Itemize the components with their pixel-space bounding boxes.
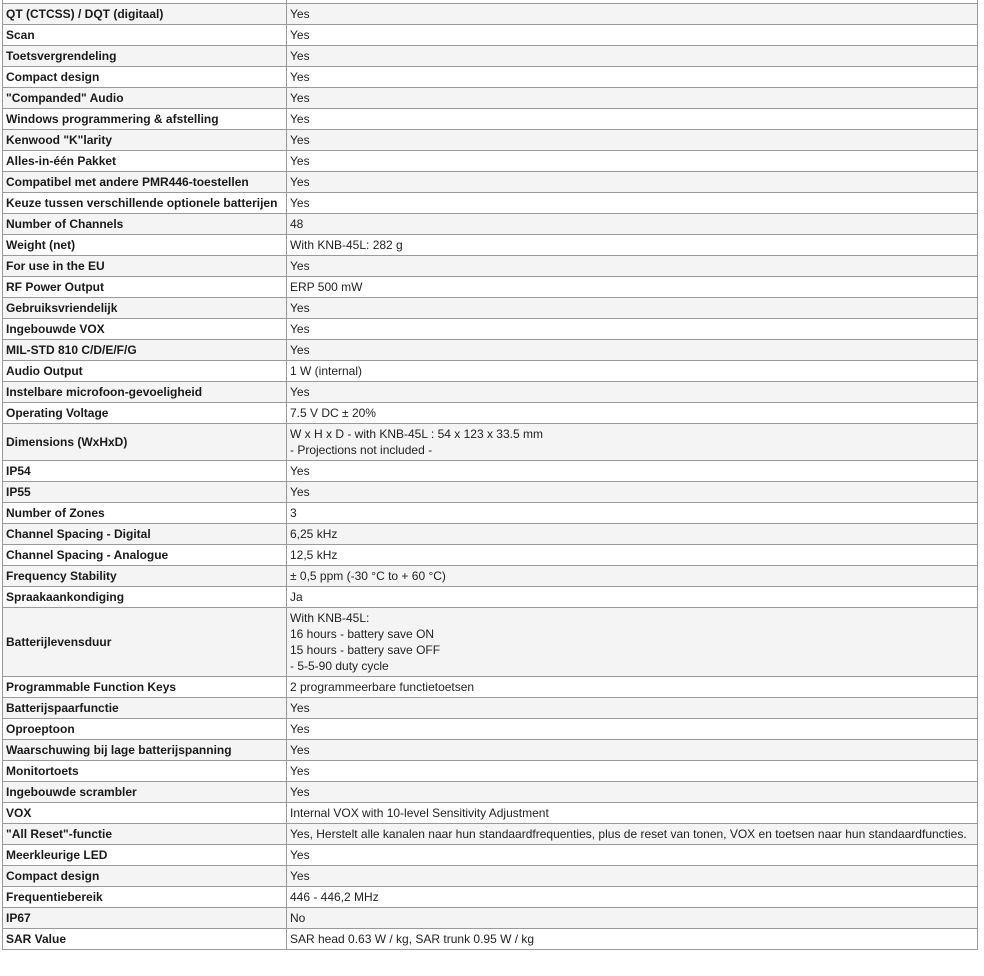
spec-value: Yes bbox=[287, 67, 978, 88]
spec-table-body bbox=[3, 4, 978, 950]
spec-value: Yes bbox=[287, 193, 978, 214]
table-row bbox=[3, 761, 978, 782]
spec-label: Toetsvergrendeling bbox=[3, 46, 287, 67]
table-row bbox=[3, 172, 978, 193]
spec-value: Yes bbox=[287, 256, 978, 277]
spec-value: Yes bbox=[287, 46, 978, 67]
spec-label: Ingebouwde scrambler bbox=[3, 782, 287, 803]
table-row bbox=[3, 382, 978, 403]
spec-label: Batterijspaarfunctie bbox=[3, 698, 287, 719]
table-row bbox=[3, 866, 978, 887]
spec-value: 2 programmeerbare functietoetsen bbox=[287, 677, 978, 698]
spec-label: Keuze tussen verschillende optionele batterijen bbox=[3, 193, 287, 214]
spec-value: Yes, Herstelt alle kanalen naar hun standaardfrequenties, plus de reset van tonen, VOX en toetsen naar hun standaardfuncties. bbox=[287, 824, 978, 845]
table-row bbox=[3, 319, 978, 340]
spec-label: VOX bbox=[3, 803, 287, 824]
table-row bbox=[3, 298, 978, 319]
spec-label: RF Power Output bbox=[3, 277, 287, 298]
spec-value: 12,5 kHz bbox=[287, 545, 978, 566]
table-row bbox=[3, 908, 978, 929]
spec-value: Yes bbox=[287, 866, 978, 887]
table-row bbox=[3, 109, 978, 130]
table-row bbox=[3, 608, 978, 677]
table-row bbox=[3, 256, 978, 277]
spec-label: Scan bbox=[3, 25, 287, 46]
spec-label: Weight (net) bbox=[3, 235, 287, 256]
spec-label: Channel Spacing - Digital bbox=[3, 524, 287, 545]
spec-label: For use in the EU bbox=[3, 256, 287, 277]
table-row bbox=[3, 524, 978, 545]
table-row bbox=[3, 545, 978, 566]
table-row bbox=[3, 214, 978, 235]
table-row bbox=[3, 193, 978, 214]
spec-value: ERP 500 mW bbox=[287, 277, 978, 298]
table-row bbox=[3, 424, 978, 461]
table-row bbox=[3, 719, 978, 740]
spec-value: With KNB-45L: 282 g bbox=[287, 235, 978, 256]
spec-label: SAR Value bbox=[3, 929, 287, 950]
table-row bbox=[3, 566, 978, 587]
spec-value: 3 bbox=[287, 503, 978, 524]
table-row bbox=[3, 235, 978, 256]
table-row bbox=[3, 740, 978, 761]
table-row bbox=[3, 403, 978, 424]
spec-value: Yes bbox=[287, 382, 978, 403]
spec-label: Monitortoets bbox=[3, 761, 287, 782]
spec-value: 7.5 V DC ± 20% bbox=[287, 403, 978, 424]
table-row bbox=[3, 461, 978, 482]
spec-value: Yes bbox=[287, 698, 978, 719]
spec-value: ± 0,5 ppm (-30 °C to + 60 °C) bbox=[287, 566, 978, 587]
table-row bbox=[3, 340, 978, 361]
spec-label: Compatibel met andere PMR446-toestellen bbox=[3, 172, 287, 193]
spec-label: Programmable Function Keys bbox=[3, 677, 287, 698]
spec-label: IP67 bbox=[3, 908, 287, 929]
spec-label: Operating Voltage bbox=[3, 403, 287, 424]
spec-label: Windows programmering & afstelling bbox=[3, 109, 287, 130]
spec-label: Channel Spacing - Analogue bbox=[3, 545, 287, 566]
table-row bbox=[3, 46, 978, 67]
spec-label: Batterijlevensduur bbox=[3, 608, 287, 677]
spec-label: Ingebouwde VOX bbox=[3, 319, 287, 340]
spec-label: QT (CTCSS) / DQT (digitaal) bbox=[3, 4, 287, 25]
spec-label: Compact design bbox=[3, 67, 287, 88]
spec-value: Yes bbox=[287, 319, 978, 340]
spec-value: Yes bbox=[287, 130, 978, 151]
spec-value: 6,25 kHz bbox=[287, 524, 978, 545]
spec-label: Gebruiksvriendelijk bbox=[3, 298, 287, 319]
spec-value: 1 W (internal) bbox=[287, 361, 978, 382]
spec-label: Number of Zones bbox=[3, 503, 287, 524]
spec-value: Yes bbox=[287, 761, 978, 782]
spec-label: Meerkleurige LED bbox=[3, 845, 287, 866]
table-row bbox=[3, 151, 978, 172]
spec-label: Alles-in-één Pakket bbox=[3, 151, 287, 172]
table-row bbox=[3, 782, 978, 803]
table-row bbox=[3, 277, 978, 298]
table-row bbox=[3, 4, 978, 25]
table-row bbox=[3, 677, 978, 698]
spec-label: Waarschuwing bij lage batterijspanning bbox=[3, 740, 287, 761]
table-row bbox=[3, 929, 978, 950]
table-row bbox=[3, 845, 978, 866]
spec-value: W x H x D - with KNB-45L : 54 x 123 x 33.5 mm - Projections not included - bbox=[287, 424, 978, 461]
spec-value: Ja bbox=[287, 587, 978, 608]
spec-label: Oproeptoon bbox=[3, 719, 287, 740]
spec-value: Yes bbox=[287, 298, 978, 319]
spec-value: 48 bbox=[287, 214, 978, 235]
spec-label: Dimensions (WxHxD) bbox=[3, 424, 287, 461]
spec-label: Frequentiebereik bbox=[3, 887, 287, 908]
spec-value: Yes bbox=[287, 340, 978, 361]
spec-value: Yes bbox=[287, 482, 978, 503]
table-row bbox=[3, 67, 978, 88]
spec-value: Yes bbox=[287, 845, 978, 866]
spec-label: Kenwood "K"larity bbox=[3, 130, 287, 151]
spec-value: Yes bbox=[287, 151, 978, 172]
spec-value: Yes bbox=[287, 782, 978, 803]
spec-label: Number of Channels bbox=[3, 214, 287, 235]
spec-value: 446 - 446,2 MHz bbox=[287, 887, 978, 908]
spec-label: "Companded" Audio bbox=[3, 88, 287, 109]
spec-value: Yes bbox=[287, 88, 978, 109]
table-row bbox=[3, 25, 978, 46]
spec-value: Yes bbox=[287, 172, 978, 193]
spec-value: Yes bbox=[287, 4, 978, 25]
spec-value: Yes bbox=[287, 25, 978, 46]
table-row bbox=[3, 824, 978, 845]
table-row bbox=[3, 887, 978, 908]
spec-label: "All Reset"-functie bbox=[3, 824, 287, 845]
spec-label: MIL-STD 810 C/D/E/F/G bbox=[3, 340, 287, 361]
spec-label: IP55 bbox=[3, 482, 287, 503]
spec-value: Yes bbox=[287, 719, 978, 740]
table-row bbox=[3, 698, 978, 719]
spec-value: SAR head 0.63 W / kg, SAR trunk 0.95 W / kg bbox=[287, 929, 978, 950]
spec-label: Compact design bbox=[3, 866, 287, 887]
spec-label: Instelbare microfoon-gevoeligheid bbox=[3, 382, 287, 403]
spec-label: Spraakaankondiging bbox=[3, 587, 287, 608]
table-row bbox=[3, 587, 978, 608]
spec-label: IP54 bbox=[3, 461, 287, 482]
table-row bbox=[3, 482, 978, 503]
spec-value: Yes bbox=[287, 109, 978, 130]
table-row bbox=[3, 361, 978, 382]
spec-value: Yes bbox=[287, 740, 978, 761]
spec-value: Internal VOX with 10-level Sensitivity Adjustment bbox=[287, 803, 978, 824]
table-row bbox=[3, 803, 978, 824]
spec-value: No bbox=[287, 908, 978, 929]
table-row bbox=[3, 503, 978, 524]
spec-label: Frequency Stability bbox=[3, 566, 287, 587]
spec-value: With KNB-45L: 16 hours - battery save ON 15 hours - battery save OFF - 5-5-90 duty cycle bbox=[287, 608, 978, 677]
spec-label: Audio Output bbox=[3, 361, 287, 382]
spec-table bbox=[2, 3, 978, 950]
spec-value: Yes bbox=[287, 461, 978, 482]
table-row bbox=[3, 88, 978, 109]
table-row bbox=[3, 130, 978, 151]
